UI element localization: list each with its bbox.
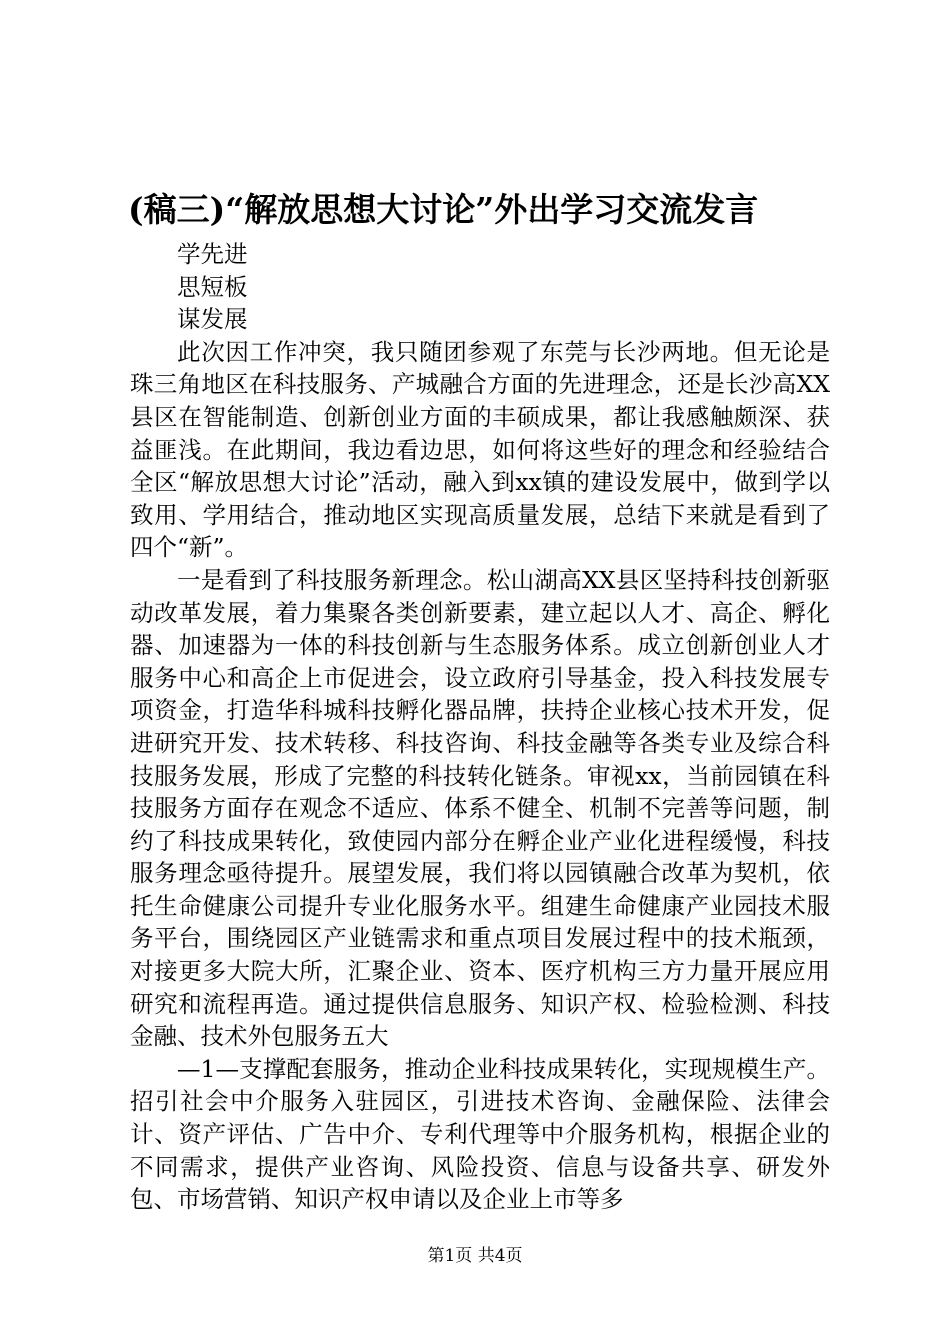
- document-title: (稿三)“解放思想大讨论”外出学习交流发言: [128, 190, 759, 229]
- page-footer: 第1页 共4页: [427, 1246, 523, 1266]
- heading-line: 谋发展: [177, 305, 248, 334]
- heading-line: 思短板: [177, 272, 248, 301]
- body-paragraph: 一是看到了科技服务新理念。松山湖高XX县区坚持科技创新驱动改革发展，着力集聚各类创新要素，建立起以人才、高企、孵化器、加速器为一体的科技创新与生态服务体系。成立创新创业人才服务中心和高企上市促进会，设立政府引导基金，投入科技发展专项资金，打造华科城科技孵化器品牌，扶持企业核心技术开发，促进研究开发、技术转移、科技咨询、科技金融等各类专业及综合科技服务发展，形成了完整的科技转化链条。审视xx，当前园镇在科技服务方面存在观念不适应、体系不健全、机制不完善等问题，制约了科技成果转化，致使园内部分在孵企业产业化进程缓慢，科技服务理念亟待提升。展望发展，我们将以园镇融合改革为契机，依托生命健康公司提升专业化服务水平。组建生命健康产业园技术服务平台，围绕园区产业链需求和重点项目发展过程中的技术瓶颈，对接更多大院大所，汇聚企业、资本、医疗机构三方力量开展应用研究和流程再造。通过提供信息服务、知识产权、检验检测、科技金融、技术外包服务五大: [130, 565, 830, 1051]
- heading-line: 学先进: [177, 240, 248, 268]
- body-paragraph: —1—支撑配套服务，推动企业科技成果转化，实现规模生产。招引社会中介服务入驻园区，引进技术咨询、金融保险、法律会计、资产评估、广告中介、专利代理等中介服务机构，根据企业的不同需求，提供产业咨询、风险投资、信息与设备共享、研发外包、市场营销、知识产权申请以及企业上市等多: [130, 1054, 830, 1214]
- document-body: [130, 238, 830, 1216]
- body-paragraph: 此次因工作冲突，我只随团参观了东莞与长沙两地。但无论是珠三角地区在科技服务、产城融合方面的先进理念，还是长沙高XX县区在智能制造、创新创业方面的丰硕成果，都让我感触颇深、获益匪浅。在此期间，我边看边思，如何将这些好的理念和经验结合全区“解放思想大讨论”活动，融入到xx镇的建设发展中，做到学以致用、学用结合，推动地区实现高质量发展，总结下来就是看到了四个“新”。: [130, 337, 830, 562]
